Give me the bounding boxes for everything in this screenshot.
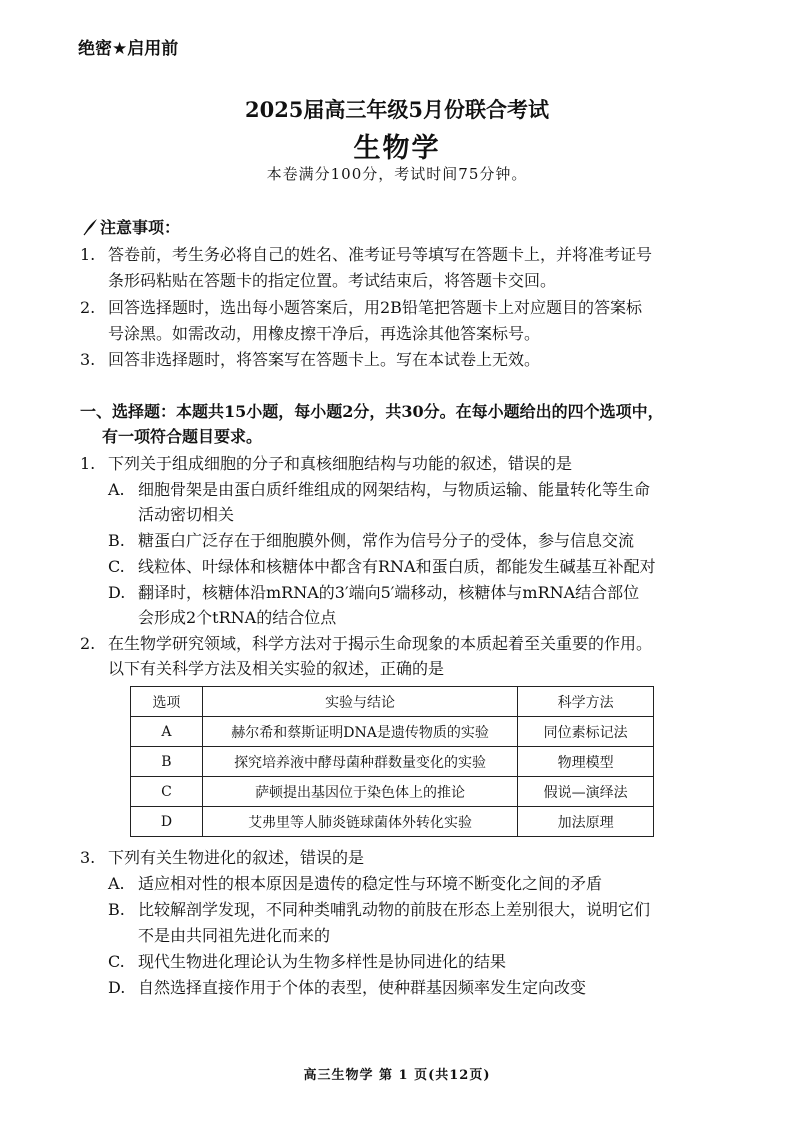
table-cell: 探究培养液中酵母菌种群数量变化的实验 <box>202 747 517 777</box>
subject-title: 生物学 <box>353 133 441 164</box>
question-1-stem: 1. 下列关于组成细胞的分子和真核细胞结构与功能的叙述，错误的是 <box>80 454 573 473</box>
exam-info: 本卷满分100分，考试时间75分钟。 <box>266 165 528 183</box>
table-cell: 赫尔希和蔡斯证明DNA是遗传物质的实验 <box>202 717 517 747</box>
q3-option-c: C. 现代生物进化理论认为生物多样性是协同进化的结果 <box>108 952 507 971</box>
quill-pen-icon <box>82 218 100 237</box>
method-table <box>130 686 654 837</box>
section-1-heading: 一、选择题：本题共15小题，每小题2分，共30分。在每小题给出的四个选项中， <box>80 402 664 421</box>
notice-item-2-line-1: 2. 回答选择题时，选出每小题答案后，用2B铅笔把答题卡上对应题目的答案标 <box>80 298 642 317</box>
table-cell: D <box>131 807 203 837</box>
table-row <box>131 807 654 837</box>
notice-heading <box>82 215 180 238</box>
q1-option-c: C. 线粒体、叶绿体和核糖体中都含有RNA和蛋白质，都能发生碱基互补配对 <box>108 557 656 576</box>
notice-item-1-line-1: 1. 答卷前，考生务必将自己的姓名、准考证号等填写在答题卡上，并将准考证号 <box>80 245 653 264</box>
question-3-stem: 3. 下列有关生物进化的叙述，错误的是 <box>80 848 365 867</box>
table-cell: 艾弗里等人肺炎链球菌体外转化实验 <box>202 807 517 837</box>
q1-option-d-cont: 会形成2个tRNA的结合位点 <box>138 608 337 627</box>
q3-option-b: B. 比较解剖学发现，不同种类哺乳动物的前肢在形态上差别很大，说明它们 <box>108 900 651 919</box>
notice-heading-text: 注意事项： <box>100 218 181 237</box>
table-cell: 萨顿提出基因位于染色体上的推论 <box>202 777 517 807</box>
notice-item-1-line-2: 条形码粘贴在答题卡的指定位置。考试结束后，将答题卡交回。 <box>108 271 557 290</box>
exam-title: 2025届高三年级5月份联合考试 <box>244 97 550 122</box>
notice-item-2-line-2: 号涂黑。如需改动，用橡皮擦干净后，再选涂其他答案标号。 <box>108 324 541 343</box>
table-header-cell: 实验与结论 <box>202 687 517 717</box>
table-cell: 假说—演绎法 <box>518 777 654 807</box>
question-2-stem-cont: 以下有关科学方法及相关实验的叙述，正确的是 <box>108 659 445 678</box>
table-cell: 加法原理 <box>518 807 654 837</box>
table-cell: 同位素标记法 <box>518 717 654 747</box>
q3-option-a: A. 适应相对性的根本原因是遗传的稳定性与环境不断变化之间的矛盾 <box>108 874 603 893</box>
table-row <box>131 777 654 807</box>
question-2-stem: 2. 在生物学研究领域，科学方法对于揭示生命现象的本质起着至关重要的作用。 <box>80 634 653 653</box>
q3-option-d: D. 自然选择直接作用于个体的表型，使种群基因频率发生定向改变 <box>108 978 587 997</box>
table-header-cell: 科学方法 <box>518 687 654 717</box>
table-row <box>131 747 654 777</box>
table-row <box>131 717 654 747</box>
table-header-row <box>131 687 654 717</box>
page-footer: 高三生物学 第 1 页(共12页) <box>303 1068 491 1083</box>
table-cell: C <box>131 777 203 807</box>
q1-option-b: B. 糖蛋白广泛存在于细胞膜外侧，常作为信号分子的受体，参与信息交流 <box>108 531 635 550</box>
section-1-heading-cont: 有一项符合题目要求。 <box>102 427 263 446</box>
q1-option-d: D. 翻译时，核糖体沿mRNA的3′端向5′端移动，核糖体与mRNA结合部位 <box>108 583 640 602</box>
table-cell: A <box>131 717 203 747</box>
q1-option-a: A. 细胞骨架是由蛋白质纤维组成的网架结构，与物质运输、能量转化等生命 <box>108 480 651 499</box>
table-header-cell: 选项 <box>131 687 203 717</box>
notice-item-3-line-1: 3. 回答非选择题时，将答案写在答题卡上。写在本试卷上无效。 <box>80 350 541 369</box>
table-cell: 物理模型 <box>518 747 654 777</box>
confidential-mark: 绝密★启用前 <box>78 39 179 59</box>
q1-option-a-cont: 活动密切相关 <box>138 505 235 524</box>
table-cell: B <box>131 747 203 777</box>
q3-option-b-cont: 不是由共同祖先进化而来的 <box>138 926 331 945</box>
